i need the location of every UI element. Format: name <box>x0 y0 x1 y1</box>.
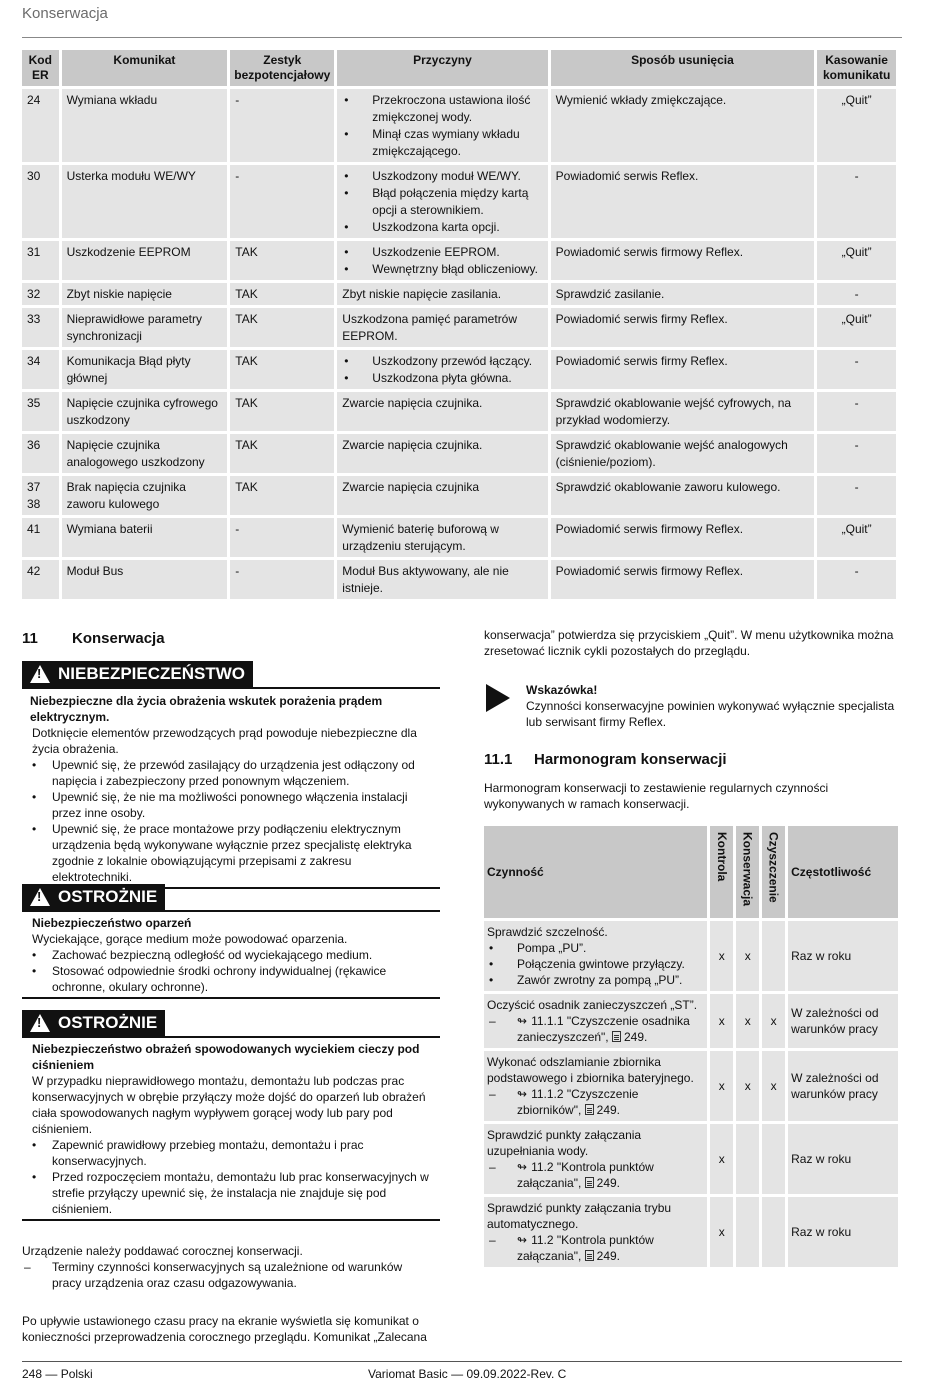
cell-code: 34 <box>22 350 59 389</box>
caution-badge <box>22 1010 165 1036</box>
cell-kontrola: x <box>710 994 733 1048</box>
danger-block <box>22 661 440 889</box>
cell-causes <box>337 518 547 557</box>
col-header-frequency: Częstotliwość <box>788 826 898 918</box>
activity-text: Sprawdzić punkty załączania uzupełniania wody. <box>487 1128 642 1158</box>
cell-activity <box>484 1197 707 1267</box>
list-item: • Upewnić się, że prace montażowe przy podłączeniu elektrycznym urządzenia będą wykonywane wyłącznie przez specjalistę elektryka zgodnie z lokalnie obowiązującymi przepisami z zakresu elektrotechniki. <box>22 821 432 885</box>
maintenance-message-paragraph: Po upływie ustawionego czasu pracy na ekranie wyświetla się komunikat o konieczności przeprowadzenia corocznego przeglądu. Komunikat „Zalecana <box>22 1314 427 1344</box>
cell-remedy: Wymienić wkłady zmiękczające. <box>551 89 815 162</box>
activity-text: Sprawdzić szczelność. <box>487 925 608 939</box>
cell-konserwacja: x <box>736 921 759 991</box>
reference-text: 11.2 "Kontrola punktów załączania", <box>517 1160 654 1190</box>
cell-reset: - <box>817 434 896 473</box>
cell-message: Moduł Bus <box>62 560 228 599</box>
table-row <box>22 241 896 280</box>
danger-list <box>22 757 432 885</box>
cell-czyszczenie <box>762 921 785 991</box>
cell-message: Napięcie czujnika cyfrowego uszkodzony <box>62 392 228 431</box>
caution-badge <box>22 884 165 910</box>
cell-contact: - <box>230 560 334 599</box>
page-reference-icon <box>612 1031 621 1042</box>
cell-reset: „Quit” <box>817 89 896 162</box>
caution-heading: Niebezpieczeństwo obrażeń spowodowanych wyciekiem cieczy pod ciśnieniem <box>32 1042 420 1072</box>
reference-text: 11.2 "Kontrola punktów załączania", <box>517 1233 654 1263</box>
causes-text: Zwarcie napięcia czujnika. <box>342 438 483 452</box>
table-row <box>22 434 896 473</box>
caution-badge-label: OSTROŻNIE <box>58 887 158 906</box>
cell-reset: - <box>817 392 896 431</box>
cell-remedy: Sprawdzić zasilanie. <box>551 283 815 305</box>
cell-contact: - <box>230 165 334 238</box>
cell-reset: - <box>817 560 896 599</box>
hint-box <box>526 682 902 730</box>
cell-frequency: W zależności od warunków pracy <box>788 994 898 1048</box>
page-reference-icon <box>585 1250 594 1261</box>
col-header-activity: Czynność <box>484 826 707 918</box>
col-header-komunikat: Komunikat <box>62 50 228 86</box>
cross-reference-icon: ↬ <box>517 1160 528 1174</box>
cross-reference-link[interactable] <box>487 1013 704 1045</box>
cell-konserwacja <box>736 1124 759 1194</box>
cell-causes <box>337 350 547 389</box>
cell-czyszczenie: x <box>762 994 785 1048</box>
table-header-row <box>484 826 898 918</box>
section-11-heading <box>22 631 165 647</box>
list-item: • Minął czas wymiany wkładu zmiękczającego. <box>342 126 542 160</box>
cell-contact: TAK <box>230 434 334 473</box>
cell-frequency: Raz w roku <box>788 1124 898 1194</box>
cell-causes <box>337 308 547 347</box>
cross-reference-icon: ↬ <box>517 1014 528 1028</box>
caution-burns-block <box>22 884 440 999</box>
cell-causes <box>337 392 547 431</box>
causes-text: Zwarcie napięcia czujnika <box>342 480 480 494</box>
cell-message: Napięcie czujnika analogowego uszkodzony <box>62 434 228 473</box>
page-reference-icon <box>585 1177 594 1188</box>
maintenance-schedule-table <box>481 823 901 1270</box>
warning-triangle-icon <box>30 1014 50 1032</box>
cell-contact: TAK <box>230 308 334 347</box>
table-row <box>22 476 896 515</box>
cell-contact: TAK <box>230 392 334 431</box>
cell-remedy: Powiadomić serwis firmy Reflex. <box>551 308 815 347</box>
cell-remedy: Sprawdzić okablowanie zaworu kulowego. <box>551 476 815 515</box>
table-row <box>22 89 896 162</box>
warning-triangle-icon <box>30 665 50 683</box>
cell-reset: „Quit” <box>817 241 896 280</box>
list-item: • Uszkodzenie EEPROM. <box>342 244 542 261</box>
list-item: • Uszkodzona karta opcji. <box>342 219 542 236</box>
cross-reference-icon: ↬ <box>517 1087 528 1101</box>
causes-text: Zbyt niskie napięcie zasilania. <box>342 287 502 301</box>
danger-badge <box>22 661 253 687</box>
activity-bullets <box>487 940 704 988</box>
activity-reference <box>487 1232 704 1264</box>
cell-activity <box>484 1051 707 1121</box>
cell-causes <box>337 283 547 305</box>
table-row <box>484 1124 898 1194</box>
table-header-row <box>22 50 896 86</box>
table-row <box>22 283 896 305</box>
cell-causes <box>337 560 547 599</box>
cell-remedy: Powiadomić serwis firmowy Reflex. <box>551 560 815 599</box>
cell-code: 33 <box>22 308 59 347</box>
caution-list <box>22 1137 432 1217</box>
list-item: • Wewnętrzny błąd obliczeniowy. <box>342 261 542 278</box>
cross-reference-link[interactable] <box>487 1086 704 1118</box>
activity-text: Wykonać odszlamianie zbiornika podstawowego i zbiornika bateryjnego. <box>487 1055 694 1085</box>
hint-arrow-icon <box>486 684 510 712</box>
cell-reset: „Quit” <box>817 308 896 347</box>
causes-text: Wymienić baterię buforową w urządzeniu sterującym. <box>342 522 499 553</box>
maintenance-annual-paragraph <box>22 1243 432 1291</box>
caution-badge-label: OSTROŻNIE <box>58 1013 158 1032</box>
activity-reference <box>487 1086 704 1118</box>
cell-czyszczenie <box>762 1124 785 1194</box>
cell-activity <box>484 1124 707 1194</box>
section-11-title: Konserwacja <box>72 630 165 647</box>
reference-text: 11.1.2 "Czyszczenie zbiorników", <box>517 1087 639 1117</box>
list-item: • Uszkodzona płyta główna. <box>342 370 542 387</box>
cell-frequency: W zależności od warunków pracy <box>788 1051 898 1121</box>
col-header-sposob: Sposób usunięcia <box>551 50 815 86</box>
list-item: • Przed rozpoczęciem montażu, demontażu lub prac konserwacyjnych w strefie przyłączy upewnić się, że instalacja nie znajduje się pod ciśnieniem. <box>22 1169 432 1217</box>
caution-bottom-rule <box>22 1219 440 1221</box>
danger-text: Dotknięcie elementów przewodzących prąd powoduje niebezpieczne dla życia obrażenia. <box>32 726 417 756</box>
footer-page-language: 248 — Polski <box>22 1367 93 1381</box>
error-table-body <box>22 89 896 599</box>
cell-remedy: Powiadomić serwis firmowy Reflex. <box>551 241 815 280</box>
col-header-przyczyny: Przyczyny <box>337 50 547 86</box>
col-header-konserwacja <box>736 826 759 918</box>
caution-heading: Niebezpieczeństwo oparzeń <box>32 916 192 930</box>
cell-causes <box>337 434 547 473</box>
cell-contact: TAK <box>230 476 334 515</box>
caution-list <box>22 947 432 995</box>
cell-causes <box>337 165 547 238</box>
cell-remedy: Sprawdzić okablowanie wejść analogowych (ciśnienie/poziom). <box>551 434 815 473</box>
cell-causes <box>337 89 547 162</box>
maintenance-message-paragraph-continued: konserwacja” potwierdza się przyciskiem „Quit”. W menu użytkownika można zresetować licznik cykli pozostałych do przeglądu. <box>484 628 894 658</box>
cell-code: 36 <box>22 434 59 473</box>
cell-code: 42 <box>22 560 59 599</box>
table-row <box>22 165 896 238</box>
cell-kontrola: x <box>710 1124 733 1194</box>
warning-triangle-icon <box>30 888 50 906</box>
table-row <box>22 350 896 389</box>
table-row <box>484 994 898 1048</box>
page-header-title: Konserwacja <box>22 5 108 22</box>
header-divider <box>22 37 902 38</box>
cell-kontrola: x <box>710 1197 733 1267</box>
cell-remedy: Powiadomić serwis Reflex. <box>551 165 815 238</box>
dash-list <box>22 1259 432 1291</box>
list-item: • Połączenia gwintowe przyłączy. <box>487 956 704 972</box>
section-11-1-number: 11.1 <box>484 751 513 768</box>
section-11-1-title: Harmonogram konserwacji <box>534 751 727 768</box>
reference-page: 249. <box>596 1176 620 1190</box>
cell-reset: - <box>817 476 896 515</box>
causes-text: Uszkodzona pamięć parametrów EEPROM. <box>342 312 518 343</box>
causes-text: Moduł Bus aktywowany, ale nie istnieje. <box>342 564 509 595</box>
page-reference-icon <box>585 1104 594 1115</box>
cell-message: Zbyt niskie napięcie <box>62 283 228 305</box>
cell-frequency: Raz w roku <box>788 921 898 991</box>
cell-message: Usterka modułu WE/WY <box>62 165 228 238</box>
causes-list <box>342 92 542 160</box>
cross-reference-link[interactable] <box>487 1232 704 1264</box>
list-item: • Zawór zwrotny za pompą „PU”. <box>487 972 704 988</box>
cell-remedy: Powiadomić serwis firmowy Reflex. <box>551 518 815 557</box>
cell-reset: „Quit” <box>817 518 896 557</box>
cell-message: Wymiana wkładu <box>62 89 228 162</box>
cell-frequency: Raz w roku <box>788 1197 898 1267</box>
cell-kontrola: x <box>710 1051 733 1121</box>
activity-text: Sprawdzić punkty załączania trybu automatycznego. <box>487 1201 672 1231</box>
causes-list <box>342 244 542 278</box>
cell-reset: - <box>817 283 896 305</box>
caution-bottom-rule <box>22 997 440 999</box>
cell-remedy: Powiadomić serwis firmy Reflex. <box>551 350 815 389</box>
table-row <box>22 392 896 431</box>
cell-message: Uszkodzenie EEPROM <box>62 241 228 280</box>
caution-text: Wyciekające, gorące medium może powodować oparzenia. <box>32 932 348 946</box>
cell-reset: - <box>817 350 896 389</box>
cell-message: Nieprawidłowe parametry synchronizacji <box>62 308 228 347</box>
section-11-1-heading <box>484 752 727 768</box>
reference-page: 249. <box>596 1249 620 1263</box>
activity-reference <box>487 1159 704 1191</box>
cell-message: Brak napięcia czujnika zaworu kulowego <box>62 476 228 515</box>
paragraph: Urządzenie należy poddawać corocznej konserwacji. <box>22 1244 303 1258</box>
col-header-czyszczenie <box>762 826 785 918</box>
hint-text: Czynności konserwacyjne powinien wykonywać wyłącznie specjalista lub serwisant firmy Reflex. <box>526 699 895 729</box>
col-header-kontrola <box>710 826 733 918</box>
cell-code: 41 <box>22 518 59 557</box>
schedule-table-body <box>484 921 898 1267</box>
list-item: • Uszkodzony moduł WE/WY. <box>342 168 542 185</box>
cell-code: 35 <box>22 392 59 431</box>
cell-contact: TAK <box>230 241 334 280</box>
col-header-kasowanie: Kasowanie komunikatu <box>817 50 896 86</box>
col-header-kod: Kod ER <box>22 50 59 86</box>
cell-czyszczenie: x <box>762 1051 785 1121</box>
cell-czyszczenie <box>762 1197 785 1267</box>
cell-causes <box>337 476 547 515</box>
cell-reset: - <box>817 165 896 238</box>
causes-list <box>342 168 542 236</box>
cell-contact: TAK <box>230 350 334 389</box>
reference-page: 249. <box>623 1030 648 1044</box>
list-item: • Przekroczona ustawiona ilość zmiękczonej wody. <box>342 92 542 126</box>
hint-title: Wskazówka! <box>526 683 598 697</box>
activity-text: Oczyścić osadnik zanieczyszczeń „ST”. <box>487 998 698 1012</box>
section-11-number: 11 <box>22 630 38 647</box>
cell-causes <box>337 241 547 280</box>
table-row <box>22 308 896 347</box>
list-item: • Pompa „PU”. <box>487 940 704 956</box>
table-row <box>484 921 898 991</box>
cell-code: 30 <box>22 165 59 238</box>
cell-code: 31 <box>22 241 59 280</box>
table-row <box>484 1197 898 1267</box>
cell-contact: TAK <box>230 283 334 305</box>
list-item: • Zachować bezpieczną odległość od wyciekającego medium. <box>22 947 432 963</box>
col-header-kontrola-label: Kontrola <box>714 832 729 882</box>
table-row <box>484 1051 898 1121</box>
footer-divider <box>22 1361 902 1362</box>
cell-kontrola: x <box>710 921 733 991</box>
list-item: • Błąd połączenia między kartą opcji a sterownikiem. <box>342 185 542 219</box>
danger-badge-label: NIEBEZPIECZEŃSTWO <box>58 664 246 683</box>
list-item: • Uszkodzony przewód łączący. <box>342 353 542 370</box>
list-item: – Terminy czynności konserwacyjnych są uzależnione od warunków pracy urządzenia oraz czasu odgazowywania. <box>22 1259 432 1291</box>
cell-contact: - <box>230 89 334 162</box>
cell-konserwacja: x <box>736 994 759 1048</box>
list-item: • Zapewnić prawidłowy przebieg montażu, demontażu i prac konserwacyjnych. <box>22 1137 432 1169</box>
cell-code: 32 <box>22 283 59 305</box>
list-item: • Stosować odpowiednie środki ochrony indywidualnej (rękawice ochronne, okulary ochronne). <box>22 963 432 995</box>
reference-page: 249. <box>596 1103 620 1117</box>
caution-text: W przypadku nieprawidłowego montażu, demontażu lub podczas prac konserwacyjnych w obrębie przyłączy może dojść do oparzeń lub obrażeń ciała spowodowanych nagłym wypływem gorącej wody lub pary pod ciśnieniem. <box>32 1074 426 1136</box>
col-header-czyszczenie-label: Czyszczenie <box>766 832 781 903</box>
reference-text: 11.1.1 "Czyszczenie osadnika zanieczyszczeń", <box>517 1014 690 1044</box>
cell-activity <box>484 921 707 991</box>
table-row <box>22 518 896 557</box>
col-header-zestyk: Zestyk bezpotencjałowy <box>230 50 334 86</box>
cell-message: Komunikacja Błąd płyty głównej <box>62 350 228 389</box>
causes-list <box>342 353 542 387</box>
list-item: • Upewnić się, że nie ma możliwości ponownego włączenia instalacji przez inne osoby. <box>22 789 432 821</box>
cell-konserwacja: x <box>736 1051 759 1121</box>
cell-code: 37 38 <box>22 476 59 515</box>
cross-reference-icon: ↬ <box>517 1233 528 1247</box>
col-header-konserwacja-label: Konserwacja <box>740 832 755 907</box>
caution-pressure-block <box>22 1010 440 1221</box>
causes-text: Zwarcie napięcia czujnika. <box>342 396 483 410</box>
cell-konserwacja <box>736 1197 759 1267</box>
footer-document-info: Variomat Basic — 09.09.2022-Rev. C <box>368 1367 567 1381</box>
cell-contact: - <box>230 518 334 557</box>
cell-remedy: Sprawdzić okablowanie wejść cyfrowych, na przykład wodomierzy. <box>551 392 815 431</box>
cell-message: Wymiana baterii <box>62 518 228 557</box>
cell-activity <box>484 994 707 1048</box>
section-11-1-intro: Harmonogram konserwacji to zestawienie regularnych czynności wykonywanych w ramach konserwacji. <box>484 781 829 811</box>
activity-reference <box>487 1013 704 1045</box>
list-item: • Upewnić się, że przewód zasilający do urządzenia jest odłączony od napięcia i zabezpieczony przed ponownym włączeniem. <box>22 757 432 789</box>
table-row <box>22 560 896 599</box>
cross-reference-link[interactable] <box>487 1159 704 1191</box>
danger-heading: Niebezpieczne dla życia obrażenia wskutek porażenia prądem elektrycznym. <box>30 694 383 724</box>
error-code-table <box>19 47 899 602</box>
cell-code: 24 <box>22 89 59 162</box>
